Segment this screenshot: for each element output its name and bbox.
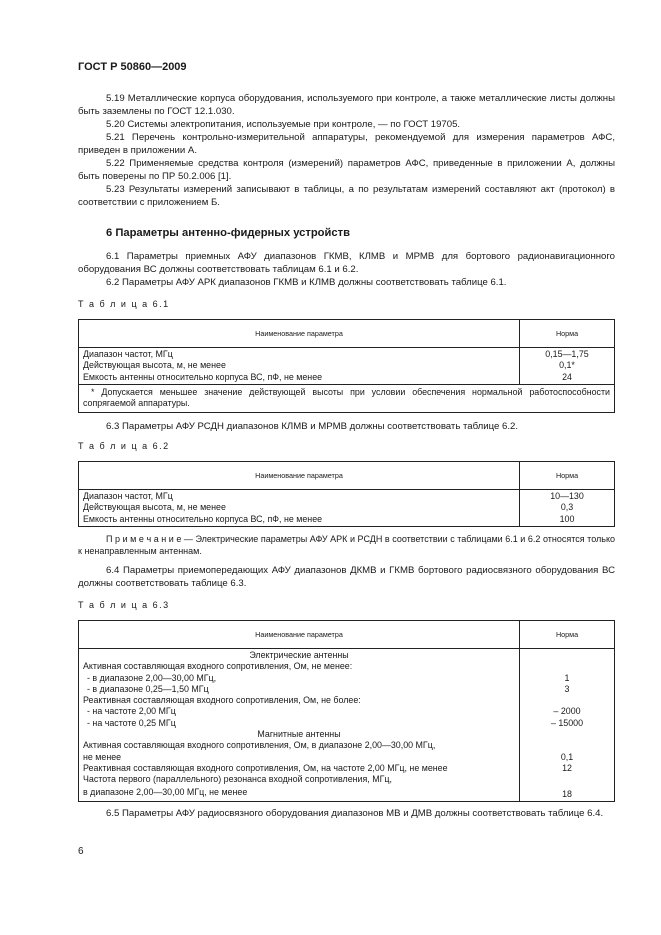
table-cell: - в диапазоне 2,00—30,00 МГц, — [79, 673, 520, 684]
table-row — [79, 786, 615, 802]
table-cell: Активная составляющая входного сопротивления, Ом, не менее: — [79, 661, 520, 672]
table-cell: 24 — [520, 372, 615, 385]
table-header-name: Наименование параметра — [79, 621, 520, 649]
paragraph-6-2: 6.2 Параметры АФУ АРК диапазонов ГКМВ и КЛМВ должны соответствовать таблице 6.1. — [106, 277, 507, 288]
table-cell: - в диапазоне 0,25—1,50 МГц — [79, 684, 520, 695]
table-row — [79, 729, 615, 740]
table-cell: 100 — [520, 514, 615, 527]
table-cell: Емкость антенны относительно корпуса ВС, пФ, не менее — [79, 514, 520, 527]
table-6-2-caption: Т а б л и ц а 6.2 — [78, 441, 170, 451]
table-cell: 0,1 — [520, 752, 615, 763]
section5-paragraphs — [78, 92, 615, 209]
table-cell: Диапазон частот, МГц — [79, 348, 520, 361]
section6-intro — [78, 250, 615, 289]
table-cell-empty — [520, 661, 615, 672]
table-cell: 18 — [520, 786, 615, 802]
table-cell: 3 — [520, 684, 615, 695]
table-cell: Действующая высота, м, не менее — [79, 360, 520, 371]
paragraph-6-5-block — [78, 807, 615, 820]
table-cell: – 15000 — [520, 718, 615, 729]
section6-title: 6 Параметры антенно-фидерных устройств — [106, 227, 350, 239]
table-cell: 1 — [520, 673, 615, 684]
table-cell: 0,1* — [520, 360, 615, 371]
table-cell: 12 — [520, 763, 615, 774]
table-cell: 10—130 — [520, 490, 615, 503]
table-row — [79, 661, 615, 672]
table-header-norm: Норма — [520, 320, 615, 348]
table-header-norm: Норма — [520, 621, 615, 649]
table-cell-empty — [520, 695, 615, 706]
table-cell: - на частоте 2,00 МГц — [79, 706, 520, 717]
table-row — [79, 348, 615, 361]
paragraph-6-3: 6.3 Параметры АФУ РСДН диапазонов КЛМВ и МРМВ должны соответствовать таблице 6.2. — [106, 421, 519, 432]
table-row — [79, 763, 615, 774]
table-cell: Емкость антенны относительно корпуса ВС, пФ, не менее — [79, 372, 520, 385]
table-cell: не менее — [79, 752, 520, 763]
table-6-2 — [78, 461, 615, 527]
table-cell: Реактивная составляющая входного сопротивления, Ом, на частоте 2,00 МГц, не менее — [79, 763, 520, 774]
paragraph-5-22: 5.22 Применяемые средства контроля (измерений) параметров АФС, приведенные в приложении А, должны быть поверены по ПР 50.2.006 [1]. — [78, 158, 615, 182]
paragraph-6-4: 6.4 Параметры приемопередающих АФУ диапазонов ДКМВ и ГКМВ бортового радиосвязного оборудования ВС должны соответствовать таблице 6.3. — [78, 565, 615, 589]
table-cell: Частота первого (параллельного) резонанса входной сопротивления, МГц, — [79, 774, 520, 785]
table-row — [79, 514, 615, 527]
table-6-1 — [78, 319, 615, 413]
table-cell-empty — [520, 774, 615, 785]
table-row — [79, 360, 615, 371]
table-cell-empty — [520, 740, 615, 751]
table-row — [79, 490, 615, 503]
table-cell: – 2000 — [520, 706, 615, 717]
document-header: ГОСТ Р 50860—2009 — [78, 61, 187, 73]
paragraph-6-3-block — [78, 420, 615, 433]
paragraph-5-19: 5.19 Металлические корпуса оборудования, используемого при контроле, а также металлические листы должны быть заземлены по ГОСТ 12.1.030. — [78, 93, 615, 117]
table-row — [79, 502, 615, 513]
table-header-name: Наименование параметра — [79, 320, 520, 348]
table-cell-empty — [520, 649, 615, 662]
table-cell: Диапазон частот, МГц — [79, 490, 520, 503]
table-group-heading: Электрические антенны — [79, 649, 520, 662]
table-6-3 — [78, 620, 615, 802]
table-6-1-caption: Т а б л и ц а 6.1 — [78, 299, 170, 309]
table-cell-empty — [520, 729, 615, 740]
table-header-norm: Норма — [520, 462, 615, 490]
paragraph-6-4-block — [78, 564, 615, 590]
table-row — [79, 673, 615, 684]
table-footnote: * Допускается меньшее значение действующей высоты при условии обеспечения нормальной работоспособности сопрягаемой аппаратуры. — [79, 384, 615, 412]
paragraph-5-23: 5.23 Результаты измерений записывают в таблицы, а по результатам измерений составляют акт (протокол) в соответствии с приложением Б. — [78, 184, 615, 208]
table-row — [79, 740, 615, 751]
table-6-3-caption: Т а б л и ц а 6.3 — [78, 600, 170, 610]
paragraph-5-21: 5.21 Перечень контрольно-измерительной аппаратуры, рекомендуемой для измерения параметров АФС, приведен в приложении А. — [78, 132, 615, 156]
table-group-heading: Магнитные антенны — [79, 729, 520, 740]
table-row — [79, 718, 615, 729]
paragraph-5-20: 5.20 Системы электропитания, используемые при контроле, — по ГОСТ 19705. — [106, 119, 461, 130]
table-cell: 0,3 — [520, 502, 615, 513]
table-cell: 0,15—1,75 — [520, 348, 615, 361]
page-number: 6 — [78, 846, 84, 857]
paragraph-6-5: 6.5 Параметры АФУ радиосвязного оборудования диапазонов МВ и ДМВ должны соответствовать таблице 6.4. — [106, 808, 604, 819]
table-cell: Действующая высота, м, не менее — [79, 502, 520, 513]
table-row — [79, 684, 615, 695]
table-row — [79, 706, 615, 717]
table-header-name: Наименование параметра — [79, 462, 520, 490]
table-cell: - на частоте 0,25 МГц — [79, 718, 520, 729]
table-row — [79, 372, 615, 385]
table-cell: Реактивная составляющая входного сопротивления, Ом, не более: — [79, 695, 520, 706]
table-row — [79, 752, 615, 763]
table-footnote-row — [79, 384, 615, 412]
paragraph-6-1: 6.1 Параметры приемных АФУ диапазонов ГКМВ, КЛМВ и МРМВ для бортового радионавигационного оборудования ВС должны соответствовать таблицам 6.1 и 6.2. — [78, 251, 615, 275]
table-row — [79, 695, 615, 706]
table-row — [79, 774, 615, 785]
table-cell: в диапазоне 2,00—30,00 МГц, не менее — [79, 786, 520, 802]
table-6-2-note: П р и м е ч а н и е — Электрические параметры АФУ АРК и РСДН в соответствии с таблицами 6.1 и 6.2 относятся только к ненаправленным антеннам. — [78, 534, 615, 556]
table-row — [79, 649, 615, 662]
table-cell: Активная составляющая входного сопротивления, Ом, в диапазоне 2,00—30,00 МГц, — [79, 740, 520, 751]
